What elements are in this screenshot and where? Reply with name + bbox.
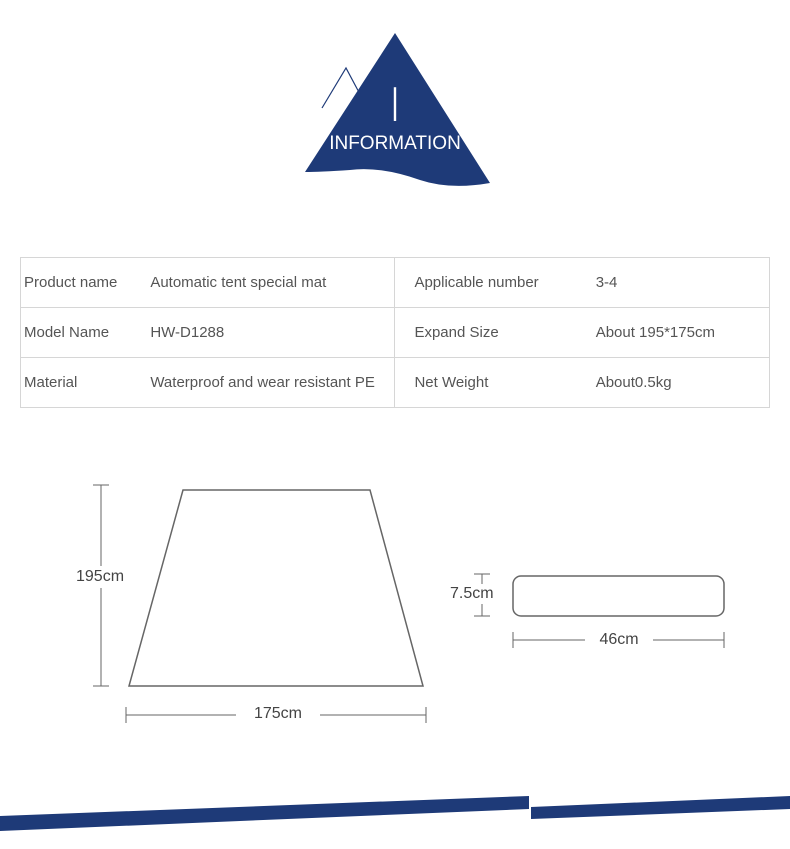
spec-row-model bbox=[21, 308, 770, 358]
spec-label: Net Weight bbox=[395, 358, 593, 408]
band-stripes-icon bbox=[0, 790, 790, 840]
spec-label: Material bbox=[21, 358, 148, 408]
mat-width-label: 175cm bbox=[236, 705, 320, 723]
spec-value: Automatic tent special mat bbox=[147, 258, 395, 308]
information-logo bbox=[300, 30, 500, 190]
spec-value: 3-4 bbox=[595, 274, 618, 291]
logo-word: INFORMATION bbox=[329, 133, 461, 154]
folded-mat-outline bbox=[513, 576, 724, 616]
spec-label: Product name bbox=[24, 274, 118, 291]
spec-label: Applicable number bbox=[414, 274, 539, 291]
spec-table bbox=[20, 257, 770, 408]
spec-value: HW-D1288 bbox=[147, 308, 395, 358]
spec-value: About 195*175cm bbox=[593, 308, 770, 358]
bottom-decor-bands bbox=[0, 790, 790, 840]
folded-width-label: 46cm bbox=[585, 631, 653, 649]
spec-row-material bbox=[21, 358, 770, 408]
spec-row-product bbox=[21, 258, 770, 308]
dimension-diagram bbox=[0, 470, 790, 730]
mat-height-label: 195cm bbox=[76, 566, 124, 588]
spec-label: Expand Size bbox=[395, 308, 593, 358]
logo-initial: I bbox=[388, 78, 402, 132]
dimension-lines-icon bbox=[0, 470, 790, 730]
spec-value: About0.5kg bbox=[593, 358, 770, 408]
mat-outline bbox=[129, 490, 423, 686]
spec-value: Waterproof and wear resistant PE bbox=[147, 358, 395, 408]
spec-label: Model Name bbox=[21, 308, 148, 358]
folded-thickness-label: 7.5cm bbox=[450, 585, 494, 602]
